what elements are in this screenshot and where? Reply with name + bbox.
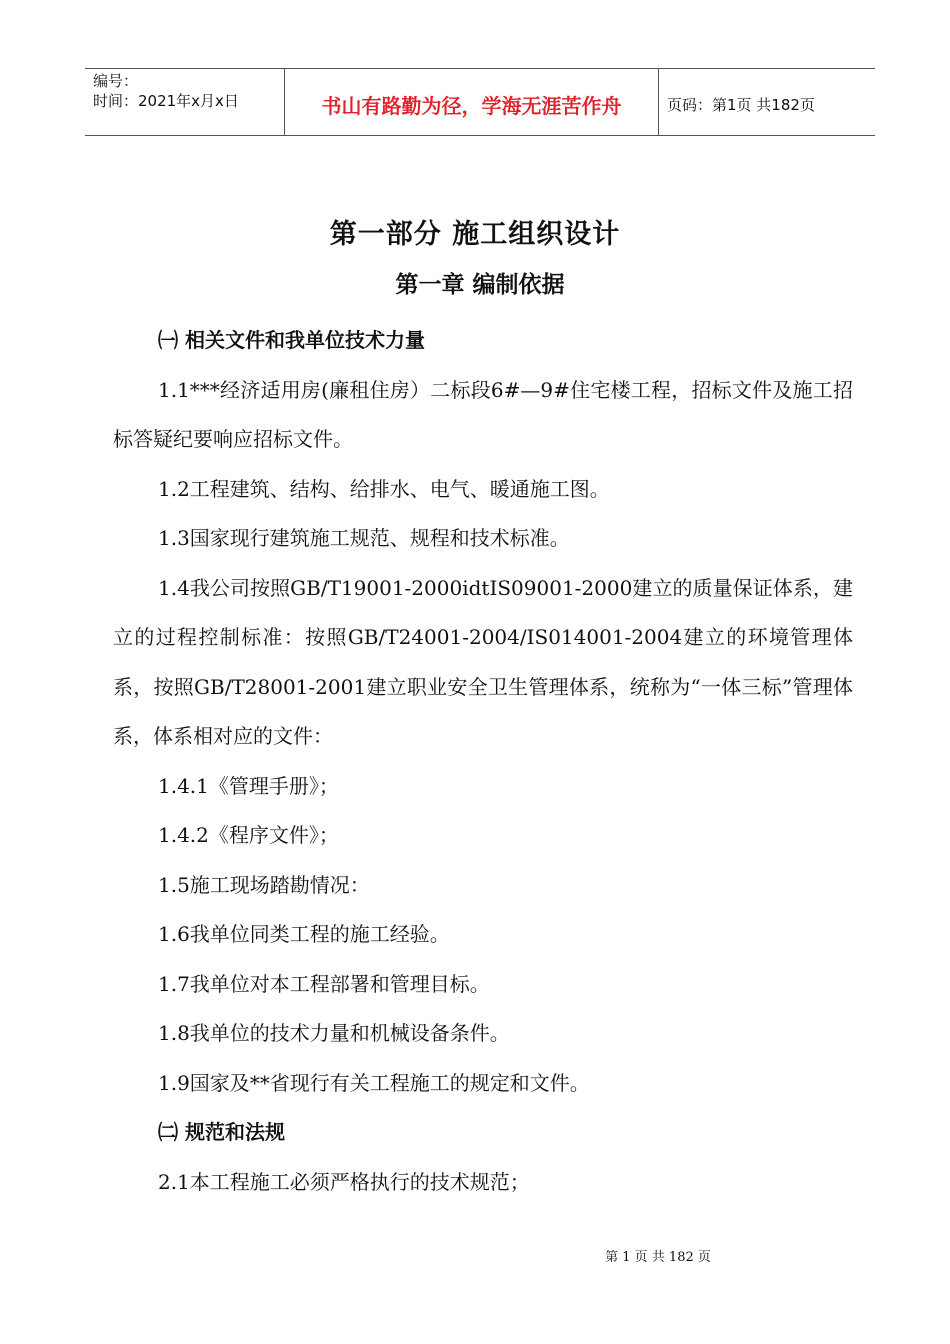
header-meta [85,69,285,135]
chapter-title: 第一章 编制依据 [395,272,565,298]
paragraph-1-1: 1.1***经济适用房(廉租住房）二标段6#—9#住宅楼工程，招标文件及施工招标答疑纪要响应招标文件。 [113,377,853,451]
paragraph-1-4-1: 1.4.1《管理手册》； [158,773,339,798]
paragraph-1-9: 1.9国家及**省现行有关工程施工的规定和文件。 [158,1070,590,1095]
paragraph-1-4-2: 1.4.2《程序文件》； [158,823,339,847]
page-footer [0,1246,950,1265]
paragraph-1-5: 1.5施工现场踏勘情况： [158,872,370,897]
document-body [113,316,853,1207]
section-heading-1: ㈠ 相关文件和我单位技术力量 [158,328,425,352]
paragraph-1-7: 1.7我单位对本工程部署和管理目标。 [158,971,490,996]
paragraph-2-1: 2.1本工程施工必须严格执行的技术规范； [158,1169,530,1194]
part-title: 第一部分 施工组织设计 [329,219,621,250]
document-date: 时间：2021年x月x日 [93,92,239,110]
paragraph-1-4: 1.4我公司按照GB/T19001-2000idtIS09001-2000建立的质量保证体系，建立的过程控制标准：按照GB/T24001-2004/IS014001-2004建立的环境管理体系，按照GB/T28001-2001建立职业安全卫生管理体系，统称为“一体三标”管理体系，体系相对应的文件： [113,575,853,748]
header-page-info: 页码：第1页 共182页 [667,95,815,114]
section-heading-2: ㈡ 规范和法规 [158,1120,285,1144]
page-header [85,68,875,136]
paragraph-1-6: 1.6我单位同类工程的施工经验。 [158,922,450,946]
document-number-label: 编号： [93,72,139,90]
footer-page-number: 第 1 页 共 182 页 [605,1250,711,1265]
paragraph-1-2: 1.2工程建筑、结构、给排水、电气、暖通施工图。 [158,476,610,501]
header-motto: 书山有路勤为径，学海无涯苦作舟 [285,69,659,135]
paragraph-1-8: 1.8我单位的技术力量和机械设备条件。 [158,1021,510,1045]
paragraph-1-3: 1.3国家现行建筑施工规范、规程和技术标准。 [158,526,570,550]
